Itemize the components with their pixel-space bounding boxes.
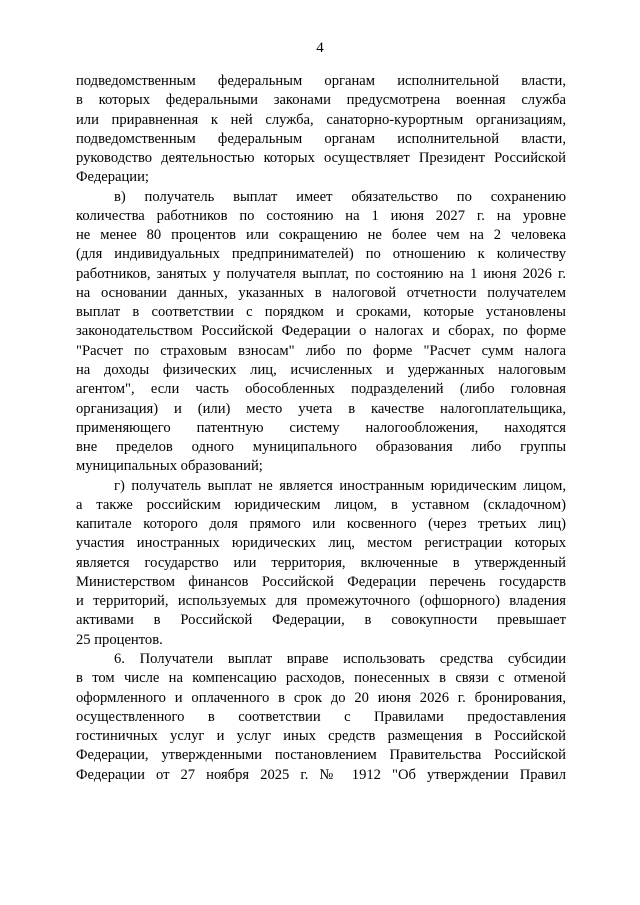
text-line: оформленного и оплаченного в срок до 20 июня 2026 г. бронирования, bbox=[76, 689, 566, 706]
text-line: и территорий, используемых для промежуточного (офшорного) владения bbox=[76, 593, 566, 610]
text-line: Министерством финансов Российской Федерации перечень государств bbox=[76, 573, 566, 590]
text-line: осуществленного в соответствии с Правилами предоставления bbox=[76, 708, 566, 725]
text-line: в которых федеральными законами предусмотрена военная служба bbox=[76, 92, 566, 109]
page-number: 4 bbox=[316, 40, 324, 56]
text-line: активами в Российской Федерации, в совокупности превышает bbox=[76, 612, 566, 629]
text-line: на основании данных, указанных в налоговой отчетности получателем bbox=[76, 284, 566, 301]
text-line: в) получатель выплат имеет обязательство по сохранению bbox=[114, 188, 566, 205]
text-line: г) получатель выплат не является иностранным юридическим лицом, bbox=[114, 477, 566, 494]
text-line: 25 процентов. bbox=[76, 631, 163, 648]
document-body bbox=[76, 72, 566, 785]
text-line: работников, занятых у получателя выплат, по состоянию на 1 июня 2026 г. bbox=[76, 265, 566, 282]
text-line: агентом", если часть обособленных подразделений (либо головная bbox=[76, 381, 566, 398]
text-line: а также российским юридическим лицом, в уставном (складочном) bbox=[76, 496, 566, 513]
text-line: гостиничных услуг и услуг иных средств размещения в Российской bbox=[76, 728, 566, 745]
text-line: 6. Получатели выплат вправе использовать средства субсидии bbox=[114, 650, 566, 667]
text-line: руководство деятельностью которых осуществляет Президент Российской bbox=[76, 150, 566, 167]
text-line: Федерации; bbox=[76, 169, 149, 186]
text-line: (для индивидуальных предпринимателей) по отношению к количеству bbox=[76, 246, 566, 263]
text-line: муниципальных образований; bbox=[76, 458, 263, 475]
text-line: на доходы физических лиц, исчисленных и удержанных налоговым bbox=[76, 361, 566, 378]
text-line: не менее 80 процентов или сокращению не более чем на 2 человека bbox=[76, 227, 566, 244]
text-line: Федерации, утвержденными постановлением Правительства Российской bbox=[76, 747, 566, 764]
text-line: капитале которого доля прямого или косвенного (через третьих лиц) bbox=[76, 516, 566, 533]
text-line: участия иностранных юридических лиц, местом регистрации которых bbox=[76, 535, 566, 552]
text-line: применяющего патентную систему налогообложения, находятся bbox=[76, 419, 566, 436]
text-line: Федерации от 27 ноября 2025 г. № 1912 "Об утверждении Правил bbox=[76, 766, 566, 783]
text-line: "Расчет по страховым взносам" либо по форме "Расчет сумм налога bbox=[76, 342, 566, 359]
text-line: количества работников по состоянию на 1 июня 2027 г. на уровне bbox=[76, 207, 566, 224]
text-line: подведомственным федеральным органам исполнительной власти, bbox=[76, 73, 566, 89]
text-line: является государство или территория, включенные в утвержденный bbox=[76, 554, 566, 571]
text-line: выплат в соответствии с порядком и сроками, которые установлены bbox=[76, 304, 566, 321]
text-line: вне пределов одного муниципального образования либо группы bbox=[76, 439, 566, 456]
text-line: законодательством Российской Федерации о налогах и сборах, по форме bbox=[76, 323, 566, 340]
text-line: подведомственным федеральным органам исполнительной власти, bbox=[76, 130, 566, 147]
text-line: в том числе на компенсацию расходов, понесенных в связи с отменой bbox=[76, 670, 566, 687]
text-line: или приравненная к ней служба, санаторно-курортным организациям, bbox=[76, 111, 566, 128]
text-line: организация) и (или) место учета в качестве налогоплательщика, bbox=[76, 400, 566, 417]
